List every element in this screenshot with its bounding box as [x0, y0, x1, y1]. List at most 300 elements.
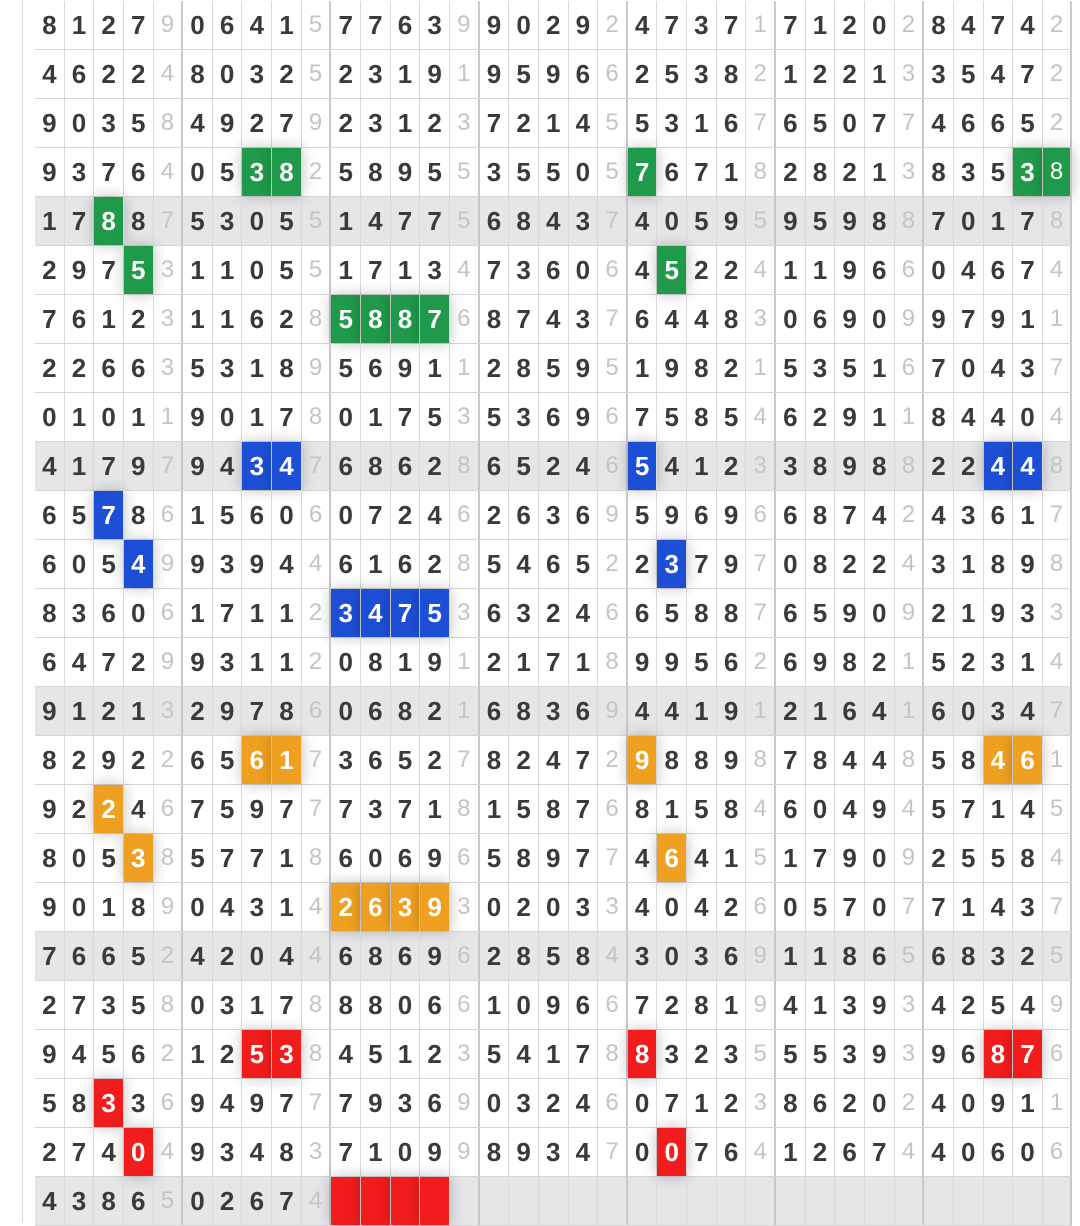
digit-cell: 1: [242, 589, 272, 637]
digit-cell: 5: [213, 785, 243, 833]
separator-digit-cell: 1: [1043, 295, 1073, 343]
digit-cell: 8: [835, 932, 865, 980]
separator-digit-cell: 9: [1043, 981, 1073, 1029]
digit-cell: 6: [183, 736, 213, 784]
separator-digit-cell: [450, 1177, 480, 1225]
digit-cell: 0: [124, 589, 154, 637]
digit-cell: 9: [776, 197, 806, 245]
digit-cell: 3: [65, 148, 95, 196]
digit-cell: 6: [569, 50, 599, 98]
digit-cell: 4: [954, 246, 984, 294]
digit-cell: 8: [865, 197, 895, 245]
highlighted-digit-cell: 1: [272, 736, 302, 784]
digit-cell: 0: [539, 883, 569, 931]
digit-cell: 0: [509, 981, 539, 1029]
digit-cell: 9: [242, 785, 272, 833]
digit-cell: 0: [65, 99, 95, 147]
digit-cell: 2: [509, 99, 539, 147]
digit-cell: 5: [687, 197, 717, 245]
separator-digit-cell: 7: [302, 736, 332, 784]
separator-digit-cell: 9: [598, 687, 628, 735]
separator-digit-cell: 6: [450, 491, 480, 539]
digit-cell: 9: [35, 687, 65, 735]
digit-cell: 9: [183, 638, 213, 686]
separator-digit-cell: 6: [450, 981, 480, 1029]
digit-cell: 4: [984, 393, 1014, 441]
digit-cell: 1: [806, 246, 836, 294]
separator-digit-cell: 2: [1043, 50, 1073, 98]
digit-cell: 8: [806, 736, 836, 784]
digit-cell: 6: [806, 295, 836, 343]
digit-cell: 2: [331, 50, 361, 98]
separator-digit-cell: 3: [895, 981, 925, 1029]
digit-cell: 1: [806, 687, 836, 735]
separator-digit-cell: 4: [1043, 834, 1073, 882]
digit-cell: 2: [242, 99, 272, 147]
digit-cell: 8: [509, 932, 539, 980]
digit-cell: 5: [984, 834, 1014, 882]
digit-cell: 8: [480, 736, 510, 784]
digit-cell: 3: [361, 785, 391, 833]
digit-cell: 0: [331, 638, 361, 686]
digit-cell: 2: [480, 491, 510, 539]
highlighted-digit-cell: 6: [657, 834, 687, 882]
separator-digit-cell: 9: [154, 883, 184, 931]
separator-digit-cell: 4: [746, 785, 776, 833]
digit-cell: 1: [717, 981, 747, 1029]
grid-row: [35, 589, 1072, 638]
separator-digit-cell: 6: [450, 295, 480, 343]
separator-digit-cell: 6: [154, 785, 184, 833]
digit-cell: [480, 1177, 510, 1225]
digit-cell: 4: [657, 687, 687, 735]
separator-digit-cell: 3: [154, 246, 184, 294]
digit-cell: 3: [628, 932, 658, 980]
digit-cell: 6: [331, 442, 361, 490]
digit-cell: 1: [865, 50, 895, 98]
digit-cell: 4: [1013, 1, 1043, 49]
digit-cell: 5: [183, 344, 213, 392]
digit-cell: 8: [509, 687, 539, 735]
highlighted-digit-cell: 0: [657, 1128, 687, 1176]
separator-digit-cell: 6: [895, 246, 925, 294]
digit-cell: 0: [65, 883, 95, 931]
digit-cell: 0: [509, 1, 539, 49]
digit-cell: 6: [776, 638, 806, 686]
separator-digit-cell: 1: [895, 638, 925, 686]
digit-cell: 3: [509, 589, 539, 637]
digit-cell: 1: [480, 785, 510, 833]
digit-cell: 2: [717, 883, 747, 931]
separator-digit-cell: 8: [450, 785, 480, 833]
digit-cell: 1: [272, 1, 302, 49]
digit-cell: 5: [657, 50, 687, 98]
highlighted-digit-cell: 3: [657, 540, 687, 588]
digit-cell: 6: [865, 932, 895, 980]
digit-cell: 5: [213, 148, 243, 196]
separator-digit-cell: 8: [746, 148, 776, 196]
separator-digit-cell: 7: [1043, 687, 1073, 735]
digit-cell: 2: [687, 1030, 717, 1078]
digit-cell: 1: [865, 148, 895, 196]
digit-cell: 0: [480, 883, 510, 931]
digit-cell: [984, 1177, 1014, 1225]
highlighted-digit-cell: 5: [124, 246, 154, 294]
digit-cell: 7: [924, 344, 954, 392]
digit-cell: 0: [391, 981, 421, 1029]
digit-cell: 8: [687, 344, 717, 392]
digit-cell: [1013, 1177, 1043, 1225]
digit-cell: [628, 1177, 658, 1225]
digit-cell: 9: [391, 344, 421, 392]
digit-cell: 6: [954, 1030, 984, 1078]
digit-cell: 1: [65, 1, 95, 49]
separator-digit-cell: 6: [746, 491, 776, 539]
digit-cell: 1: [717, 834, 747, 882]
separator-digit-cell: 9: [895, 295, 925, 343]
digit-cell: 0: [183, 1177, 213, 1225]
digit-cell: 9: [420, 50, 450, 98]
digit-cell: 4: [776, 981, 806, 1029]
digit-cell: 1: [628, 344, 658, 392]
digit-cell: 9: [835, 589, 865, 637]
digit-cell: 3: [924, 540, 954, 588]
digit-cell: 3: [213, 540, 243, 588]
digit-cell: 3: [539, 687, 569, 735]
digit-cell: 2: [835, 148, 865, 196]
separator-digit-cell: 7: [895, 883, 925, 931]
digit-cell: 5: [509, 442, 539, 490]
grid-row: [35, 687, 1072, 736]
digit-cell: 6: [509, 491, 539, 539]
digit-cell: 2: [420, 540, 450, 588]
separator-digit-cell: 6: [598, 785, 628, 833]
digit-cell: 5: [124, 981, 154, 1029]
separator-digit-cell: 8: [302, 834, 332, 882]
separator-digit-cell: 5: [598, 148, 628, 196]
digit-cell: 7: [569, 1030, 599, 1078]
digit-cell: 4: [183, 99, 213, 147]
highlighted-digit-cell: 5: [242, 1030, 272, 1078]
separator-digit-cell: 6: [154, 1079, 184, 1127]
digit-cell: [924, 1177, 954, 1225]
digit-cell: 9: [183, 1128, 213, 1176]
digit-cell: 6: [835, 1128, 865, 1176]
digit-cell: 1: [391, 246, 421, 294]
digit-cell: 0: [331, 687, 361, 735]
digit-cell: 9: [569, 393, 599, 441]
digit-cell: 6: [124, 1177, 154, 1225]
digit-cell: 4: [984, 50, 1014, 98]
digit-cell: 9: [35, 148, 65, 196]
digit-cell: 5: [65, 491, 95, 539]
digit-cell: 9: [865, 981, 895, 1029]
separator-digit-cell: 7: [746, 540, 776, 588]
digit-cell: 3: [65, 589, 95, 637]
digit-cell: 5: [806, 883, 836, 931]
separator-digit-cell: 5: [746, 197, 776, 245]
digit-cell: 0: [331, 393, 361, 441]
digit-cell: 0: [628, 1128, 658, 1176]
digit-cell: 6: [480, 442, 510, 490]
digit-cell: 2: [628, 540, 658, 588]
digit-cell: 8: [924, 148, 954, 196]
digit-cell: 5: [924, 736, 954, 784]
separator-digit-cell: 9: [598, 491, 628, 539]
digit-cell: 0: [391, 1128, 421, 1176]
digit-cell: 7: [1013, 50, 1043, 98]
digit-cell: 8: [361, 981, 391, 1029]
digit-cell: 6: [94, 932, 124, 980]
digit-cell: 6: [628, 295, 658, 343]
digit-cell: 7: [569, 834, 599, 882]
digit-cell: 6: [361, 687, 391, 735]
digit-cell: 5: [687, 785, 717, 833]
highlighted-digit-cell: 3: [1013, 148, 1043, 196]
digit-cell: 2: [420, 1030, 450, 1078]
digit-cell: 8: [717, 50, 747, 98]
digit-cell: 3: [242, 883, 272, 931]
separator-digit-cell: 3: [154, 344, 184, 392]
digit-cell: 8: [924, 1, 954, 49]
digit-cell: 1: [687, 687, 717, 735]
digit-cell: 8: [361, 148, 391, 196]
separator-digit-cell: 4: [302, 1177, 332, 1225]
digit-cell: 6: [94, 344, 124, 392]
digit-cell: 7: [183, 785, 213, 833]
digit-cell: 3: [687, 932, 717, 980]
digit-cell: 1: [776, 834, 806, 882]
digit-cell: 6: [657, 148, 687, 196]
digit-cell: 4: [361, 197, 391, 245]
digit-cell: 1: [94, 295, 124, 343]
number-grid: [35, 1, 1072, 1226]
digit-cell: 8: [806, 148, 836, 196]
digit-cell: 3: [687, 50, 717, 98]
digit-cell: 4: [35, 1177, 65, 1225]
separator-digit-cell: 4: [154, 1128, 184, 1176]
digit-cell: 7: [94, 246, 124, 294]
digit-cell: 3: [1013, 344, 1043, 392]
digit-cell: 5: [984, 148, 1014, 196]
separator-digit-cell: 3: [598, 883, 628, 931]
digit-cell: 1: [124, 393, 154, 441]
digit-cell: 8: [480, 295, 510, 343]
highlighted-digit-cell: [391, 1177, 421, 1225]
digit-cell: 0: [835, 99, 865, 147]
digit-cell: 9: [835, 295, 865, 343]
digit-cell: 6: [924, 687, 954, 735]
digit-cell: 9: [94, 736, 124, 784]
digit-cell: 6: [569, 687, 599, 735]
digit-cell: 2: [509, 736, 539, 784]
digit-cell: 9: [865, 785, 895, 833]
digit-cell: 1: [717, 148, 747, 196]
digit-cell: 4: [924, 981, 954, 1029]
digit-cell: 6: [480, 197, 510, 245]
digit-cell: 3: [94, 99, 124, 147]
digit-cell: 9: [509, 1128, 539, 1176]
digit-cell: 3: [213, 638, 243, 686]
digit-cell: 4: [539, 736, 569, 784]
digit-cell: 8: [361, 932, 391, 980]
digit-cell: 0: [865, 1079, 895, 1127]
separator-digit-cell: 7: [1043, 883, 1073, 931]
digit-cell: 7: [361, 246, 391, 294]
digit-cell: 8: [35, 1, 65, 49]
separator-digit-cell: 2: [1043, 1, 1073, 49]
digit-cell: 8: [865, 442, 895, 490]
highlighted-digit-cell: 5: [420, 589, 450, 637]
digit-cell: 5: [806, 1030, 836, 1078]
digit-cell: 9: [242, 1079, 272, 1127]
digit-cell: 5: [539, 344, 569, 392]
digit-cell: 1: [35, 197, 65, 245]
digit-cell: 8: [687, 589, 717, 637]
digit-cell: 6: [65, 295, 95, 343]
separator-digit-cell: 9: [154, 1, 184, 49]
digit-cell: 4: [331, 1030, 361, 1078]
grid-row: [35, 932, 1072, 981]
digit-cell: 1: [687, 1079, 717, 1127]
digit-cell: 9: [391, 148, 421, 196]
digit-cell: 2: [806, 1128, 836, 1176]
digit-cell: 6: [569, 981, 599, 1029]
digit-cell: 1: [776, 1128, 806, 1176]
grid-row: [35, 393, 1072, 442]
digit-cell: 6: [480, 687, 510, 735]
digit-cell: 1: [242, 344, 272, 392]
digit-cell: 2: [835, 50, 865, 98]
digit-cell: 4: [924, 1128, 954, 1176]
separator-digit-cell: 7: [154, 197, 184, 245]
separator-digit-cell: 6: [1043, 1030, 1073, 1078]
digit-cell: 0: [865, 834, 895, 882]
digit-cell: 1: [865, 393, 895, 441]
digit-cell: 7: [65, 197, 95, 245]
digit-cell: 6: [984, 1128, 1014, 1176]
digit-cell: 8: [687, 981, 717, 1029]
separator-digit-cell: 5: [1043, 785, 1073, 833]
digit-cell: 2: [924, 442, 954, 490]
digit-cell: 8: [569, 932, 599, 980]
digit-cell: 5: [94, 834, 124, 882]
digit-cell: 9: [717, 197, 747, 245]
digit-cell: 5: [776, 344, 806, 392]
digit-cell: 1: [391, 638, 421, 686]
separator-digit-cell: 3: [450, 883, 480, 931]
digit-cell: 9: [539, 981, 569, 1029]
digit-cell: 3: [569, 883, 599, 931]
digit-cell: 7: [331, 785, 361, 833]
digit-cell: 7: [272, 99, 302, 147]
separator-digit-cell: 8: [1043, 197, 1073, 245]
grid-row: [35, 1, 1072, 50]
separator-digit-cell: 7: [302, 442, 332, 490]
digit-cell: 4: [509, 540, 539, 588]
highlighted-digit-cell: 0: [124, 1128, 154, 1176]
digit-cell: 7: [242, 834, 272, 882]
digit-cell: 3: [835, 981, 865, 1029]
separator-digit-cell: 3: [450, 589, 480, 637]
separator-digit-cell: 8: [1043, 540, 1073, 588]
digit-cell: 0: [242, 197, 272, 245]
highlighted-digit-cell: [331, 1177, 361, 1225]
highlighted-digit-cell: 8: [628, 1030, 658, 1078]
digit-cell: 9: [361, 1079, 391, 1127]
digit-cell: 7: [835, 491, 865, 539]
separator-digit-cell: 2: [154, 736, 184, 784]
digit-cell: 9: [657, 638, 687, 686]
digit-cell: 8: [35, 834, 65, 882]
digit-cell: 6: [361, 736, 391, 784]
digit-cell: 3: [717, 1030, 747, 1078]
digit-cell: [717, 1177, 747, 1225]
highlighted-digit-cell: 7: [1013, 1030, 1043, 1078]
digit-cell: 6: [984, 491, 1014, 539]
separator-digit-cell: 6: [895, 344, 925, 392]
separator-digit-cell: 4: [895, 785, 925, 833]
digit-cell: 3: [509, 1079, 539, 1127]
separator-digit-cell: 6: [598, 246, 628, 294]
digit-cell: 6: [391, 442, 421, 490]
separator-digit-cell: 9: [450, 1079, 480, 1127]
separator-digit-cell: 7: [302, 785, 332, 833]
highlighted-digit-cell: 7: [94, 491, 124, 539]
digit-cell: 3: [331, 736, 361, 784]
digit-cell: 7: [65, 981, 95, 1029]
digit-cell: 1: [213, 295, 243, 343]
digit-cell: 1: [272, 883, 302, 931]
separator-digit-cell: 8: [302, 295, 332, 343]
digit-cell: 0: [213, 50, 243, 98]
highlighted-digit-cell: 5: [657, 246, 687, 294]
separator-digit-cell: 1: [746, 1, 776, 49]
digit-cell: 0: [865, 883, 895, 931]
separator-digit-cell: 6: [598, 50, 628, 98]
digit-cell: 8: [391, 687, 421, 735]
digit-cell: 2: [420, 442, 450, 490]
digit-cell: 7: [687, 1128, 717, 1176]
digit-cell: 2: [420, 736, 450, 784]
digit-cell: 7: [94, 638, 124, 686]
digit-cell: 3: [539, 491, 569, 539]
separator-digit-cell: 2: [746, 50, 776, 98]
digit-cell: 1: [361, 540, 391, 588]
digit-cell: 1: [65, 687, 95, 735]
highlighted-digit-cell: 6: [361, 883, 391, 931]
digit-cell: 9: [717, 491, 747, 539]
digit-cell: 6: [94, 589, 124, 637]
digit-cell: 7: [213, 589, 243, 637]
highlighted-digit-cell: 3: [391, 883, 421, 931]
digit-cell: 2: [835, 1, 865, 49]
highlighted-digit-cell: 8: [1043, 148, 1073, 196]
digit-cell: 1: [272, 589, 302, 637]
separator-digit-cell: 4: [1043, 393, 1073, 441]
grid-row: [35, 1128, 1072, 1177]
digit-cell: 2: [776, 148, 806, 196]
digit-cell: 8: [509, 834, 539, 882]
digit-cell: 0: [776, 295, 806, 343]
digit-cell: 2: [420, 99, 450, 147]
digit-cell: 3: [924, 50, 954, 98]
digit-cell: 7: [954, 785, 984, 833]
highlighted-digit-cell: 8: [984, 1030, 1014, 1078]
digit-cell: 9: [569, 344, 599, 392]
digit-cell: 9: [480, 50, 510, 98]
digit-cell: 0: [183, 981, 213, 1029]
